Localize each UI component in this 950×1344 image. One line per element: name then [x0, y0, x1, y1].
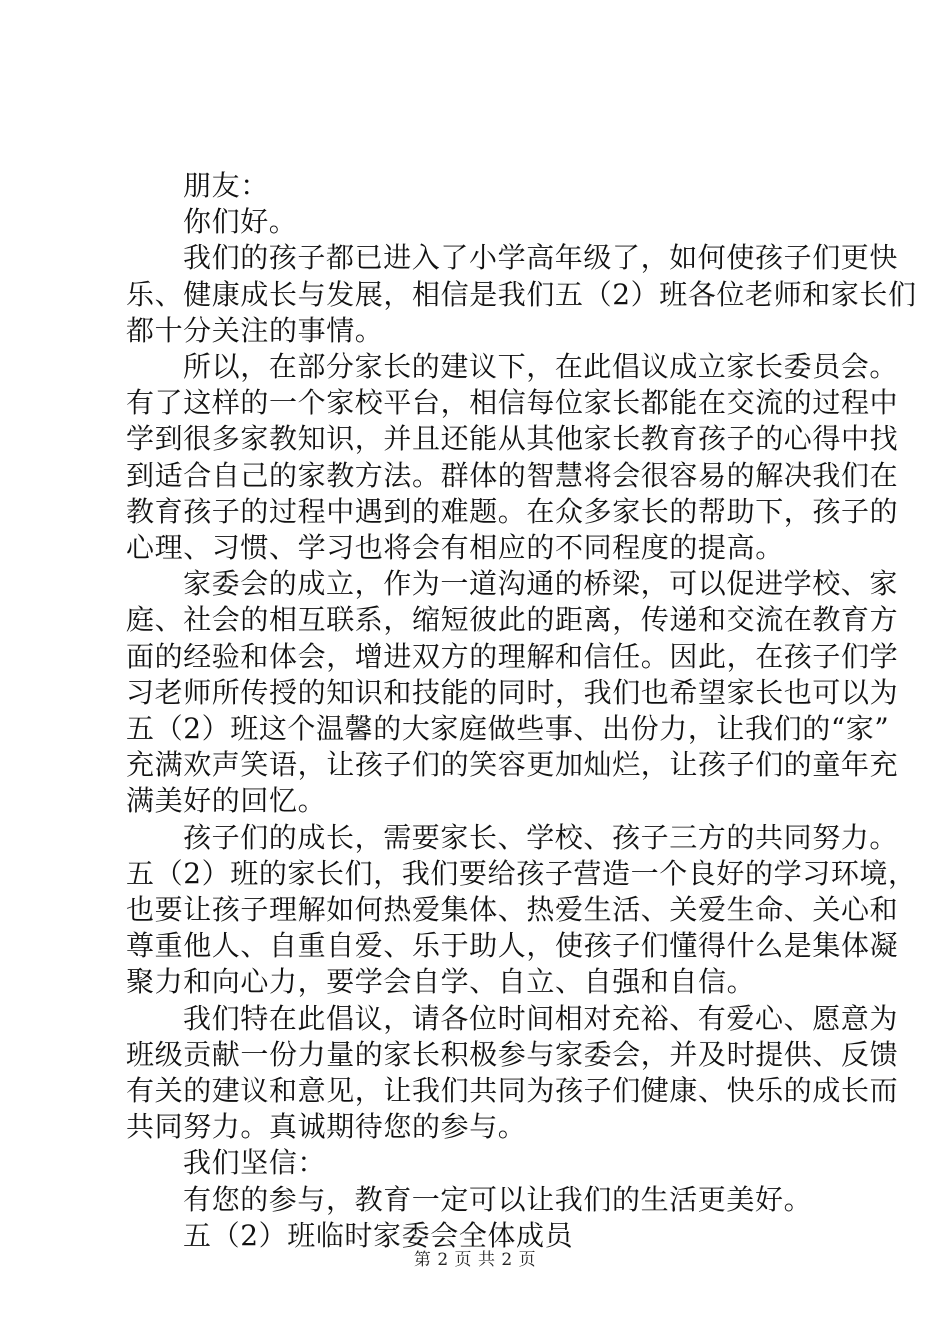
text-line: 也要让孩子理解如何热爱集体、热爱生活、关爱生命、关心和 — [126, 893, 899, 927]
text-line: 聚力和向心力，要学会自学、自立、自强和自信。 — [126, 965, 756, 999]
text-line: 我们的孩子都已进入了小学高年级了，如何使孩子们更快 — [183, 241, 899, 275]
text-line: 学到很多家教知识，并且还能从其他家长教育孩子的心得中找 — [126, 422, 899, 456]
text-line: 所以，在部分家长的建议下，在此倡议成立家长委员会。 — [183, 350, 899, 384]
text-line: 心理、习惯、学习也将会有相应的不同程度的提高。 — [126, 531, 784, 565]
text-line: 尊重他人、自重自爱、乐于助人，使孩子们懂得什么是集体凝 — [126, 929, 899, 963]
text-line: 教育孩子的过程中遇到的难题。在众多家长的帮助下，孩子的 — [126, 494, 899, 528]
text-line: 共同努力。真诚期待您的参与。 — [126, 1110, 527, 1144]
text-line: 朋友： — [183, 169, 269, 202]
text-line: 你们好。 — [183, 205, 298, 239]
text-line: 有了这样的一个家校平台，相信每位家长都能在交流的过程中 — [126, 386, 899, 420]
text-line: 乐、健康成长与发展，相信是我们五（2）班各位老师和家长们 — [126, 277, 917, 311]
text-line: 孩子们的成长，需要家长、学校、孩子三方的共同努力。 — [183, 820, 899, 854]
text-line: 充满欢声笑语，让孩子们的笑容更加灿烂，让孩子们的童年充 — [126, 748, 899, 782]
text-line: 五（2）班的家长们，我们要给孩子营造一个良好的学习环境， — [126, 856, 917, 890]
text-line: 我们特在此倡议，请各位时间相对充裕、有爱心、愿意为 — [183, 1001, 899, 1035]
text-line: 习老师所传授的知识和技能的同时，我们也希望家长也可以为 — [126, 675, 899, 709]
text-line: 庭、社会的相互联系，缩短彼此的距离，传递和交流在教育方 — [126, 603, 899, 637]
text-line: 都十分关注的事情。 — [126, 313, 384, 347]
text-line: 家委会的成立，作为一道沟通的桥梁，可以促进学校、家 — [183, 567, 899, 601]
text-line: 有关的建议和意见，让我们共同为孩子们健康、快乐的成长而 — [126, 1074, 899, 1108]
text-line: 五（2）班临时家委会全体成员 — [183, 1218, 574, 1252]
text-line: 有您的参与，教育一定可以让我们的生活更美好。 — [183, 1182, 813, 1216]
text-line: 满美好的回忆。 — [126, 784, 327, 818]
text-line: 五（2）班这个温馨的大家庭做些事、出份力，让我们的“家” — [126, 712, 890, 746]
text-line: 班级贡献一份力量的家长积极参与家委会，并及时提供、反馈 — [126, 1037, 899, 1071]
text-line: 到适合自己的家教方法。群体的智慧将会很容易的解决我们在 — [126, 458, 899, 492]
text-line: 面的经验和体会，增进双方的理解和信任。因此，在孩子们学 — [126, 639, 899, 673]
text-line: 我们坚信： — [183, 1146, 327, 1180]
letter-body — [126, 168, 917, 1254]
page-number-footer: 第 2 页 共 2 页 — [413, 1250, 537, 1270]
